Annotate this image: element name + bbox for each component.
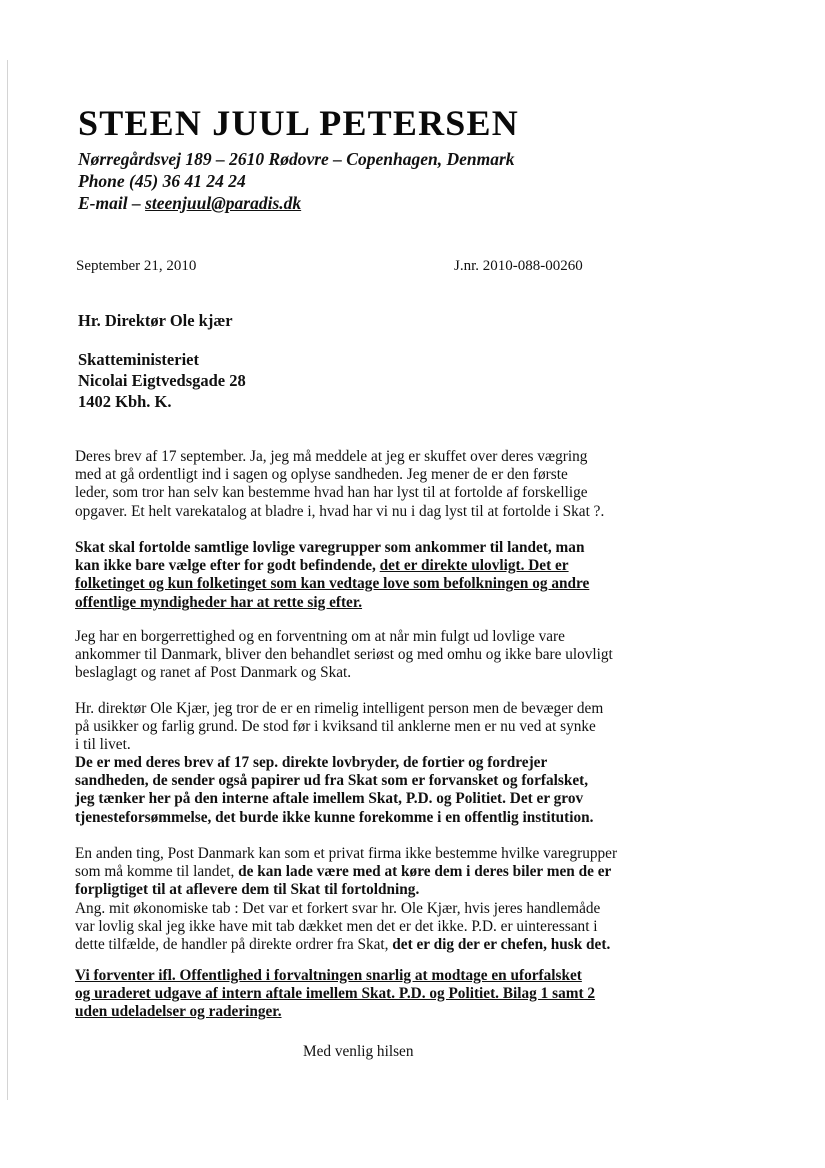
sender-address: Nørregårdsvej 189 – 2610 Rødovre – Copenhagen, Denmark: [78, 149, 515, 169]
journal-number: J.nr. 2010-088-00260: [454, 258, 583, 274]
text-line: og uraderet udgave af intern aftale imellem Skat. P.D. og Politiet. Bilag 1 samt 2: [75, 985, 596, 1003]
recipient-street: Nicolai Eigtvedsgade 28: [78, 371, 246, 390]
sender-contact: [78, 148, 515, 214]
recipient-name: Hr. Direktør Ole kjær: [78, 311, 233, 330]
paragraph-2: [75, 539, 765, 612]
text-line: jeg tænker her på den interne aftale imellem Skat, P.D. og Politiet. Det er grov: [75, 790, 584, 808]
sender-email-line: [78, 192, 515, 214]
paragraph-5: [75, 754, 765, 827]
text-line: De er med deres brev af 17 sep. direkte lovbryder, de fortier og fordrejer: [75, 754, 548, 771]
scan-edge-line: [7, 60, 8, 1100]
text-line: leder, som tror han selv kan bestemme hvad han har lyst til at fortolde af forskellige: [75, 484, 588, 502]
text-segment: kan ikke bare vælge efter for godt befindende,: [75, 557, 380, 575]
text-line: Skat skal fortolde samtlige lovlige varegrupper som ankommer til landet, man: [75, 539, 585, 556]
paragraph-6: [75, 845, 765, 954]
text-line: forpligtiget til at aflevere dem til Skat til fortoldning.: [75, 881, 420, 899]
text-line: beslaglagt og ranet af Post Danmark og Skat.: [75, 664, 352, 682]
text-line: på usikker og farlig grund. De stod før i kviksand til anklerne men er nu ved at synke: [75, 718, 596, 736]
text-line: Ang. mit økonomiske tab : Det var et forkert svar hr. Ole Kjær, hvis jeres handlemåde: [75, 899, 601, 917]
text-line: i til livet.: [75, 736, 131, 754]
text-line: Hr. direktør Ole Kjær, jeg tror de er en rimelig intelligent person men de bevæger dem: [75, 700, 604, 717]
text-line: opgaver. Et helt varekatalog at bladre i, hvad har vi nu i dag lyst til at fortolde i Skat ?.: [75, 502, 605, 520]
text-line: [75, 936, 765, 954]
text-segment: som må komme til landet,: [75, 863, 239, 881]
text-segment: dette tilfælde, de handler på direkte ordrer fra Skat,: [75, 936, 393, 954]
recipient-org: Skatteministeriet: [78, 350, 199, 369]
text-line: ankommer til Danmark, bliver den behandlet seriøst og med omhu og ikke bare ulovligt: [75, 646, 613, 664]
text-line: tjenesteforsømmelse, det burde ikke kunne forekomme i en offentlig institution.: [75, 808, 594, 826]
sender-phone: Phone (45) 36 41 24 24: [78, 171, 246, 191]
recipient-city: 1402 Kbh. K.: [78, 392, 172, 411]
bold-segment: det er dig der er chefen, husk det.: [392, 936, 611, 954]
text-line: uden udeladelser og raderinger.: [75, 1003, 282, 1021]
sender-email[interactable]: steenjuul@paradis.dk: [145, 193, 302, 213]
text-line: folketinget og kun folketinget som kan vedtage love som befolkningen og andre: [75, 575, 590, 593]
text-line: En anden ting, Post Danmark kan som et privat firma ikke bestemme hvilke varegrupper: [75, 845, 618, 862]
text-line: Vi forventer ifl. Offentlighed i forvaltningen snarlig at modtage en uforfalsket: [75, 967, 582, 984]
recipient-address: [78, 349, 246, 412]
paragraph-7: [75, 967, 765, 1022]
letter-date: September 21, 2010: [76, 258, 197, 274]
text-line: Deres brev af 17 september. Ja, jeg må meddele at jeg er skuffet over deres vægring: [75, 448, 588, 465]
text-line: med at gå ordentligt ind i sagen og oplyse sandheden. Jeg mener de er den første: [75, 466, 568, 484]
underlined-segment: det er direkte ulovligt. Det er: [379, 557, 569, 575]
text-line: var lovlig skal jeg ikke have mit tab dækket men det er det ikke. P.D. er uinteressant i: [75, 917, 598, 935]
text-line: [75, 557, 765, 575]
text-line: Jeg har en borgerrettighed og en forventning om at når min fulgt ud lovlige vare: [75, 628, 565, 645]
text-line: [75, 863, 765, 881]
paragraph-4: [75, 700, 765, 755]
paragraph-1: [75, 448, 765, 521]
sender-name: STEEN JUUL PETERSEN: [78, 103, 519, 143]
email-prefix: E-mail –: [78, 193, 146, 213]
bold-segment: de kan lade være med at køre dem i deres biler men de er: [238, 863, 612, 881]
text-line: offentlige myndigheder har at rette sig efter.: [75, 593, 363, 611]
paragraph-3: [75, 628, 765, 683]
text-line: sandheden, de sender også papirer ud fra Skat som er forvansket og forfalsket,: [75, 772, 589, 790]
closing-salutation: Med venlig hilsen: [303, 1043, 414, 1060]
